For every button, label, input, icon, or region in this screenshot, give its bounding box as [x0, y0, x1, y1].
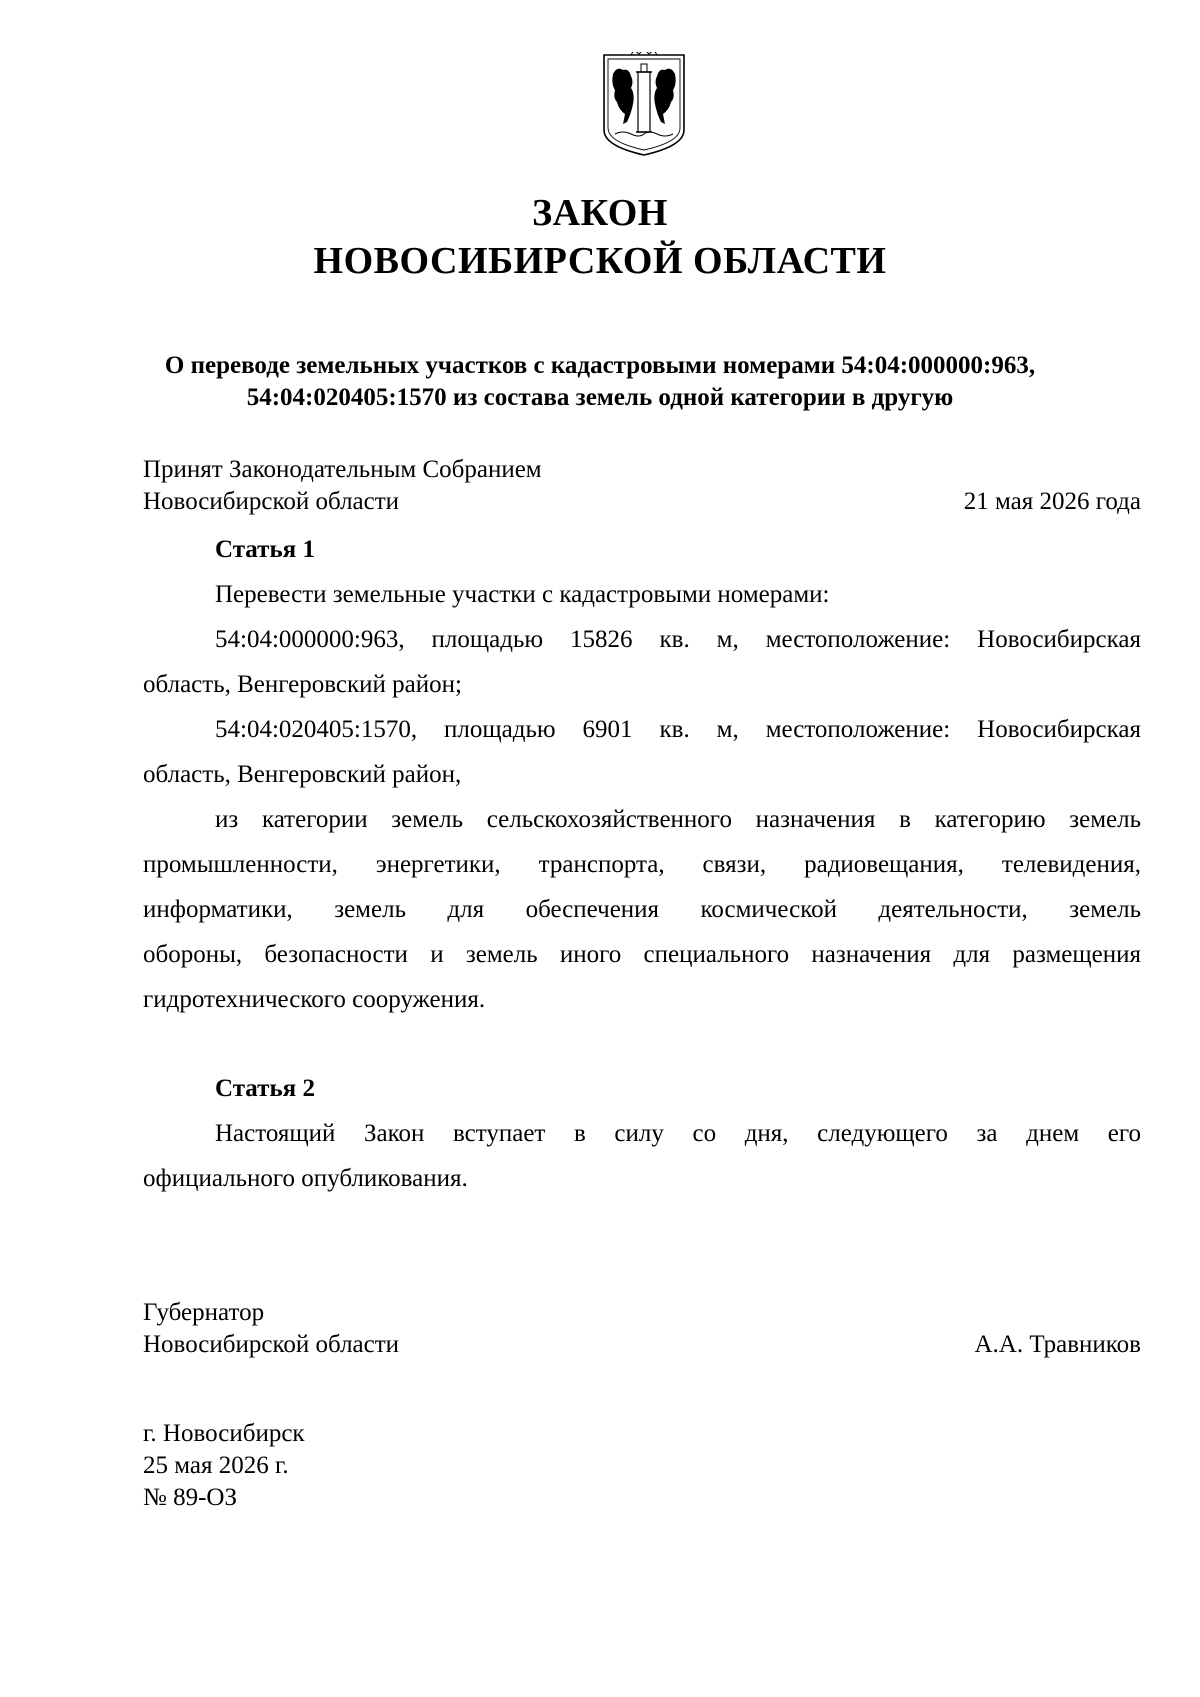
article1-category-line5: гидротехнического сооружения. — [143, 986, 486, 1013]
adoption-line2: Новосибирской области — [143, 488, 400, 515]
law-title-line1: ЗАКОН — [532, 192, 668, 234]
footer-number: № 89-ОЗ — [143, 1484, 238, 1511]
coat-of-arms-icon — [601, 52, 687, 158]
article1-intro: Перевести земельные участки с кадастровыми номерами: — [215, 581, 830, 608]
article1-category-line3: информатики, земель для обеспечения космической деятельности, земель — [143, 896, 1141, 923]
article2-heading: Статья 2 — [215, 1075, 315, 1102]
signature-name: А.А. Травников — [974, 1331, 1141, 1358]
article1-plot2-line1: 54:04:020405:1570, площадью 6901 кв. м, местоположение: Новосибирская — [215, 716, 1141, 743]
law-title-line2: НОВОСИБИРСКОЙ ОБЛАСТИ — [313, 240, 887, 282]
article2-text-line2: официального опубликования. — [143, 1165, 468, 1192]
adoption-date: 21 мая 2026 года — [963, 488, 1141, 515]
signature-title-line1: Губернатор — [143, 1299, 265, 1326]
adoption-line1: Принят Законодательным Собранием — [143, 456, 542, 483]
article1-plot1-line1: 54:04:000000:963, площадью 15826 кв. м, местоположение: Новосибирская — [215, 626, 1141, 653]
law-subtitle-line1: О переводе земельных участков с кадастровыми номерами 54:04:000000:963, — [164, 352, 1036, 379]
article1-category-line2: промышленности, энергетики, транспорта, связи, радиовещания, телевидения, — [143, 851, 1141, 878]
article1-category-line4: обороны, безопасности и земель иного специального назначения для размещения — [143, 941, 1141, 968]
footer-city: г. Новосибирск — [143, 1420, 305, 1447]
article1-category-line1: из категории земель сельскохозяйственного назначения в категорию земель — [215, 806, 1141, 833]
signature-title-line2: Новосибирской области — [143, 1331, 400, 1358]
article1-plot2-line2: область, Венгеровский район, — [143, 761, 462, 788]
article2-text-line1: Настоящий Закон вступает в силу со дня, следующего за днем его — [215, 1120, 1141, 1147]
footer-date: 25 мая 2026 г. — [143, 1452, 289, 1479]
article1-plot1-line2: область, Венгеровский район; — [143, 671, 462, 698]
law-subtitle-line2: 54:04:020405:1570 из состава земель одной категории в другую — [246, 384, 954, 411]
article1-heading: Статья 1 — [215, 536, 315, 563]
